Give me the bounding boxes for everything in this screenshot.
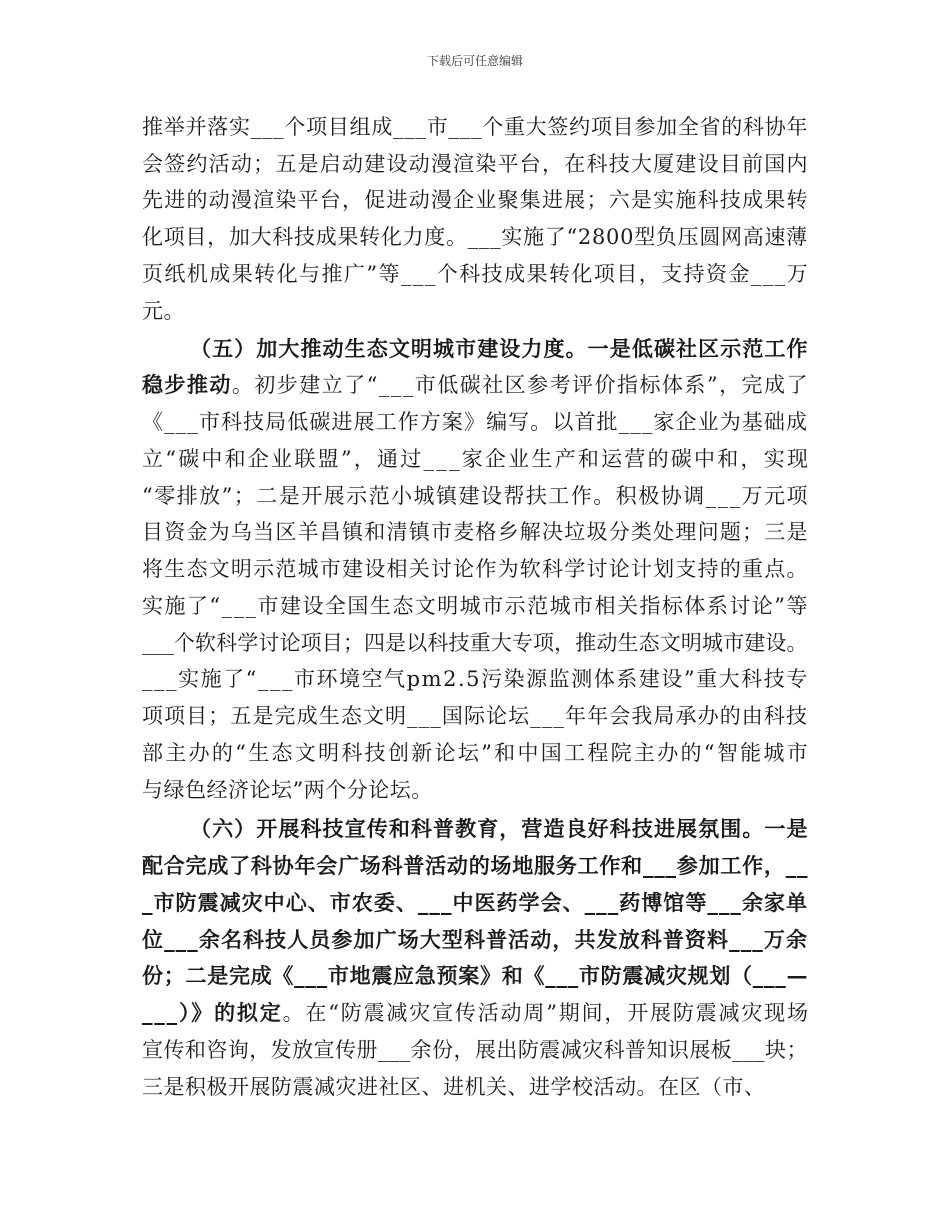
paragraph-2-line (190, 331, 809, 367)
paragraph-2-line (142, 772, 433, 808)
paragraph-3-line (142, 995, 810, 1031)
bold-text: ___）》的拟定 (142, 1000, 283, 1025)
bold-text: （六）开展科技宣传和科普教育，营造良好科技进展氛围。一是 (190, 816, 809, 841)
body-text: 页纸机成果转化与推广”等___个科技成果转化项目，支持资金___万 (142, 262, 810, 286)
body-text: 与绿色经济论坛”两个分论坛。 (142, 778, 433, 802)
paragraph-2-line (142, 367, 809, 403)
paragraph-2-line (142, 441, 810, 477)
paragraph-1-line (142, 146, 809, 182)
body-text: 实施了“___市建设全国生态文明城市示范城市相关指标体系讨论”等 (142, 594, 809, 618)
body-text: 目资金为乌当区羊昌镇和清镇市麦格乡解决垃圾分类处理问题；三是 (142, 520, 809, 544)
paragraph-3-line (142, 958, 808, 994)
page-header: 下载后可任意编辑 (426, 54, 523, 68)
body-text: 化项目，加大科技成果转化力度。___实施了“2800型负压圆网高速薄 (142, 225, 808, 249)
body-text: 先进的动漫渲染平台，促进动漫企业聚集进展；六是实施科技成果转 (142, 188, 809, 212)
paragraph-3-line (142, 1032, 808, 1068)
body-text: 部主办的“生态文明科技创新论坛”和中国工程院主办的“智能城市 (142, 741, 810, 765)
body-text: ___个软科学讨论项目；四是以科技重大专项，推动生态文明城市建设。 (142, 631, 808, 655)
paragraph-2-line (142, 625, 808, 661)
paragraph-2-line (142, 551, 809, 587)
paragraph-3-line (142, 848, 808, 884)
bold-text: 位___余名科技人员参加广场大型科普活动，共发放科普资料___万余 (142, 927, 809, 952)
body-text: 推举并落实___个项目组成___市___个重大签约项目参加全省的科协年 (142, 115, 809, 139)
paragraph-1-line (142, 182, 809, 218)
paragraph-2-line (142, 661, 809, 697)
paragraph-2-line (142, 735, 810, 771)
bold-text: _市防震减灾中心、市农委、___中医药学会、___药博馆等___余家单 (142, 890, 809, 915)
paragraph-2-line (142, 478, 809, 514)
paragraph-2-line (142, 404, 808, 440)
body-text: 。在“防震减灾宣传活动周”期间，开展防震减灾现场 (282, 1001, 810, 1025)
paragraph-2-line (142, 514, 809, 550)
body-text: 三是积极开展防震减灾进社区、进机关、进学校活动。在区（市、 (142, 1075, 766, 1099)
bold-text: 份；二是完成《___市地震应急预案》和《___市防震减灾规划（___— (142, 963, 809, 988)
paragraph-3-line (190, 811, 809, 847)
body-text: 将生态文明示范城市建设相关讨论作为软科学讨论计划支持的重点。 (142, 557, 809, 581)
body-text: 《___市科技局低碳进展工作方案》编写。以首批___家企业为基础成 (142, 410, 809, 434)
paragraph-2-line (142, 698, 808, 734)
bold-text: 配合完成了科协年会广场科普活动的场地服务工作和___参加工作，__ (142, 853, 809, 878)
paragraph-3-line (142, 922, 808, 958)
paragraph-2-line (142, 588, 809, 624)
body-text: 项项目；五是完成生态文明___国际论坛___年年会我局承办的由科技 (142, 704, 809, 728)
paragraph-1-line (142, 256, 809, 292)
body-text: 宣传和咨询，发放宣传册___余份，展出防震减灾科普知识展板___块； (142, 1038, 808, 1062)
bold-text: 稳步推动 (142, 372, 232, 397)
paragraph-3-line (142, 885, 808, 921)
body-text: 元。 (142, 299, 185, 323)
body-text: “零排放”；二是开展示范小城镇建设帮扶工作。积极协调___万元项 (142, 484, 809, 508)
bold-text: （五）加大推动生态文明城市建设力度。一是低碳社区示范工作 (190, 336, 809, 361)
paragraph-1-line (142, 219, 808, 255)
body-text: 会签约活动；五是启动建设动漫渲染平台，在科技大厦建设目前国内 (142, 152, 809, 176)
paragraph-1-line (142, 293, 185, 329)
body-text: 立“碳中和企业联盟”，通过___家企业生产和运营的碳中和，实现 (142, 447, 811, 471)
body-text: 。初步建立了“___市低碳社区参考评价指标体系”，完成了 (231, 373, 809, 397)
paragraph-3-line (142, 1069, 766, 1105)
body-text: ___实施了“___市环境空气pm2.5污染源监测体系建设”重大科技专 (142, 667, 809, 691)
paragraph-1-line (142, 109, 808, 145)
